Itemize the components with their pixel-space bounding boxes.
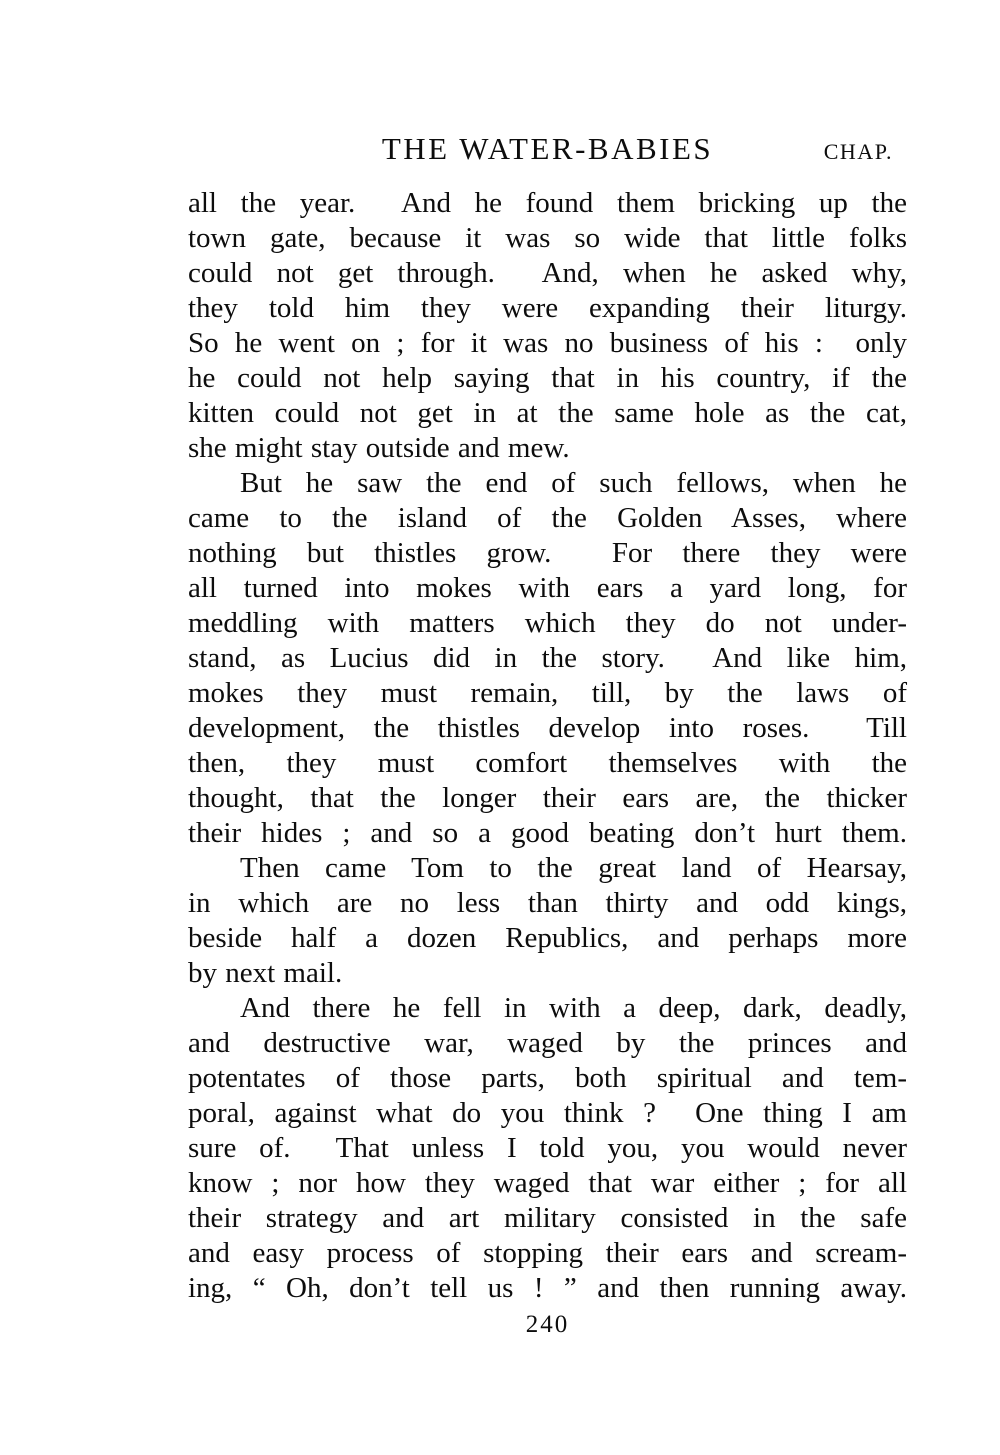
page-number: 240: [525, 1311, 570, 1338]
text-line: development, the thistles develop into roses. Till: [188, 712, 907, 744]
text-line: by next mail.: [188, 957, 343, 989]
body-text: [188, 186, 907, 1306]
text-line: And there he fell in with a deep, dark, deadly,: [240, 992, 907, 1024]
page-header: [188, 126, 907, 164]
text-line: thought, that the longer their ears are, the thicker: [188, 782, 907, 814]
text-line: all the year. And he found them bricking up the: [188, 187, 907, 219]
text-line: stand, as Lucius did in the story. And like him,: [188, 642, 907, 674]
text-line: all turned into mokes with ears a yard long, for: [188, 572, 907, 604]
text-line: in which are no less than thirty and odd kings,: [188, 887, 907, 919]
text-line: he could not help saying that in his country, if the: [188, 362, 907, 394]
text-line: poral, against what do you think ? One thing I am: [188, 1097, 907, 1129]
text-line: know ; nor how they waged that war either ; for all: [188, 1167, 907, 1199]
text-line: nothing but thistles grow. For there they were: [188, 537, 907, 569]
text-line: ing, “ Oh, don’t tell us ! ” and then running away.: [188, 1272, 907, 1304]
text-line: kitten could not get in at the same hole as the cat,: [188, 397, 907, 429]
text-line: mokes they must remain, till, by the laws of: [188, 677, 907, 709]
text-line: So he went on ; for it was no business of his : only: [188, 327, 907, 359]
text-line: they told him they were expanding their liturgy.: [188, 292, 907, 324]
running-title: THE WATER-BABIES: [381, 131, 714, 166]
text-line: and destructive war, waged by the princes and: [188, 1027, 907, 1059]
text-line: But he saw the end of such fellows, when he: [240, 467, 907, 499]
chapter-label: CHAP.: [823, 139, 893, 164]
text-line: potentates of those parts, both spiritual and tem-: [188, 1062, 907, 1094]
text-line: sure of. That unless I told you, you would never: [188, 1132, 907, 1164]
text-line: then, they must comfort themselves with the: [188, 747, 907, 779]
text-line: beside half a dozen Republics, and perhaps more: [188, 922, 907, 954]
text-line: Then came Tom to the great land of Hearsay,: [240, 852, 907, 884]
text-line: town gate, because it was so wide that little folks: [188, 222, 907, 254]
text-line: could not get through. And, when he asked why,: [188, 257, 907, 289]
text-line: came to the island of the Golden Asses, where: [188, 502, 907, 534]
text-line: and easy process of stopping their ears and scream-: [188, 1237, 907, 1269]
text-line: meddling with matters which they do not under-: [188, 607, 907, 639]
text-line: she might stay outside and mew.: [188, 432, 570, 464]
text-line: their hides ; and so a good beating don’t hurt them.: [188, 817, 907, 849]
text-line: their strategy and art military consisted in the safe: [188, 1202, 907, 1234]
